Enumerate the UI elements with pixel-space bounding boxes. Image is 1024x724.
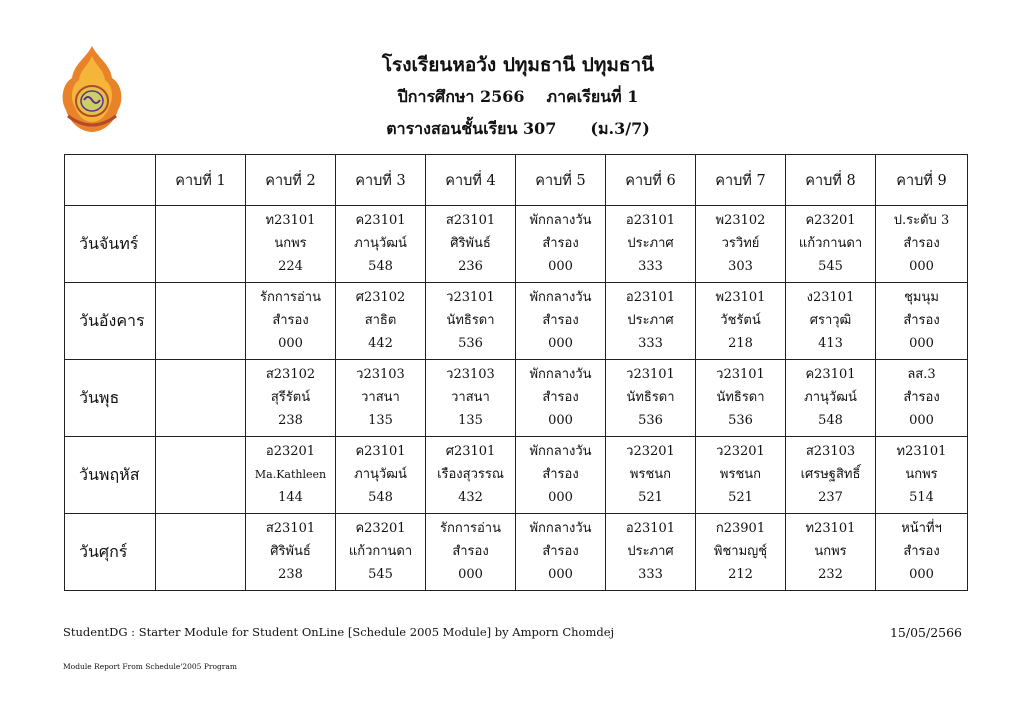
schedule-cell — [786, 206, 876, 283]
cell-subject: ศ23101 — [445, 444, 496, 459]
schedule-cell — [786, 514, 876, 591]
schedule-cell — [876, 206, 968, 283]
cell-room: 413 — [818, 336, 843, 351]
cell-teacher: สำรอง — [542, 236, 579, 251]
table-row — [65, 206, 968, 283]
schedule-cell — [516, 514, 606, 591]
schedule-cell — [696, 514, 786, 591]
schedule-cell — [786, 437, 876, 514]
day-label: วันศุกร์ — [65, 514, 156, 591]
cell-subject: ค23201 — [805, 213, 856, 228]
schedule-cell — [156, 360, 246, 437]
cell-room: 536 — [458, 336, 483, 351]
cell-subject: รักการอ่าน — [259, 290, 321, 305]
cell-subject: ว23101 — [716, 367, 765, 382]
cell-teacher: นกพร — [905, 467, 938, 482]
schedule-cell — [876, 514, 968, 591]
day-label: วันพุธ — [65, 360, 156, 437]
cell-subject: พักกลางวัน — [529, 367, 592, 382]
cell-room: 000 — [548, 490, 573, 505]
cell-subject: ส23103 — [805, 444, 856, 459]
schedule-cell — [516, 437, 606, 514]
cell-subject: ส23101 — [265, 521, 316, 536]
cell-subject: ง23101 — [806, 290, 855, 305]
cell-teacher: สำรอง — [903, 544, 940, 559]
cell-subject: รักการอ่าน — [439, 521, 501, 536]
cell-teacher: สำรอง — [903, 390, 940, 405]
cell-teacher: พิชามญชุ์ — [713, 544, 768, 559]
cell-room: 144 — [278, 490, 303, 505]
schedule-cell — [156, 283, 246, 360]
cell-subject: พักกลางวัน — [529, 213, 592, 228]
schedule-cell — [336, 360, 426, 437]
cell-subject: ค23101 — [805, 367, 856, 382]
header-row — [65, 155, 968, 206]
cell-room: 000 — [458, 567, 483, 582]
period-header: คาบที่ 6 — [606, 155, 696, 206]
cell-room: 000 — [548, 567, 573, 582]
cell-subject: พ23102 — [715, 213, 766, 228]
cell-subject: อ23101 — [625, 213, 676, 228]
schedule-cell — [426, 283, 516, 360]
schedule-cell — [246, 514, 336, 591]
cell-subject: ส23101 — [445, 213, 496, 228]
period-header: คาบที่ 2 — [246, 155, 336, 206]
cell-room: 536 — [638, 413, 663, 428]
cell-room: 000 — [909, 413, 934, 428]
cell-room: 521 — [728, 490, 753, 505]
cell-subject: พ23101 — [715, 290, 766, 305]
cell-teacher: Ma.Kathleen — [254, 468, 327, 481]
cell-teacher: ศราวุฒิ — [809, 313, 852, 328]
cell-subject: ว23103 — [356, 367, 405, 382]
schedule-cell — [876, 283, 968, 360]
cell-room: 236 — [458, 259, 483, 274]
cell-teacher: พรชนก — [629, 467, 672, 482]
cell-room: 333 — [638, 259, 663, 274]
cell-teacher: สำรอง — [903, 313, 940, 328]
cell-subject: พักกลางวัน — [529, 444, 592, 459]
table-row — [65, 283, 968, 360]
cell-subject: ค23201 — [355, 521, 406, 536]
table-row — [65, 437, 968, 514]
cell-subject: ว23101 — [446, 290, 495, 305]
cell-room: 237 — [818, 490, 843, 505]
cell-teacher: พรชนก — [719, 467, 762, 482]
cell-room: 548 — [368, 259, 393, 274]
schedule-cell — [426, 360, 516, 437]
cell-teacher: สำรอง — [452, 544, 489, 559]
cell-teacher: นัทธิรดา — [716, 390, 765, 405]
schedule-cell — [336, 206, 426, 283]
schedule-title-line — [6, 117, 1024, 142]
cell-room: 000 — [909, 336, 934, 351]
term: ภาคเรียนที่ 1 — [546, 87, 639, 106]
cell-subject: อ23201 — [265, 444, 316, 459]
schedule-cell — [606, 283, 696, 360]
schedule-cell — [606, 514, 696, 591]
cell-teacher: วัชรัตน์ — [720, 313, 761, 328]
schedule-cell — [606, 206, 696, 283]
schedule-cell — [336, 437, 426, 514]
table-row — [65, 514, 968, 591]
schedule-cell — [696, 437, 786, 514]
cell-teacher: ประภาศ — [627, 236, 674, 251]
schedule-cell — [336, 514, 426, 591]
cell-subject: ท23101 — [805, 521, 856, 536]
cell-room: 224 — [278, 259, 303, 274]
period-header: คาบที่ 1 — [156, 155, 246, 206]
cell-room: 536 — [728, 413, 753, 428]
cell-subject: หน้าที่ฯ — [901, 521, 942, 536]
cell-subject: อ23101 — [625, 521, 676, 536]
cell-room: 218 — [728, 336, 753, 351]
schedule-cell — [786, 360, 876, 437]
period-header: คาบที่ 4 — [426, 155, 516, 206]
cell-subject: ท23101 — [896, 444, 947, 459]
cell-teacher: วาสนา — [451, 390, 490, 405]
cell-room: 545 — [368, 567, 393, 582]
cell-room: 238 — [278, 413, 303, 428]
cell-teacher: สำรอง — [542, 390, 579, 405]
cell-subject: ว23101 — [626, 367, 675, 382]
cell-subject: ว23103 — [446, 367, 495, 382]
cell-subject: ค23101 — [355, 444, 406, 459]
cell-teacher: ประภาศ — [627, 544, 674, 559]
period-header: คาบที่ 9 — [876, 155, 968, 206]
cell-subject: ก23901 — [715, 521, 766, 536]
cell-teacher: สาธิต — [364, 313, 397, 328]
corner-cell — [65, 155, 156, 206]
day-label: วันอังคาร — [65, 283, 156, 360]
cell-teacher: สำรอง — [542, 544, 579, 559]
cell-teacher: ประภาศ — [627, 313, 674, 328]
cell-teacher: แก้วกานดา — [348, 544, 413, 559]
cell-room: 000 — [278, 336, 303, 351]
schedule-cell — [696, 360, 786, 437]
cell-room: 232 — [818, 567, 843, 582]
academic-year-line — [6, 85, 1024, 110]
cell-subject: ชุมนุม — [904, 290, 939, 305]
schedule-cell — [246, 206, 336, 283]
cell-room: 135 — [458, 413, 483, 428]
cell-subject: อ23101 — [625, 290, 676, 305]
period-header: คาบที่ 3 — [336, 155, 426, 206]
cell-teacher: ศิริพันธ์ — [270, 544, 311, 559]
schedule-cell — [156, 206, 246, 283]
cell-room: 000 — [548, 413, 573, 428]
schedule-cell — [606, 437, 696, 514]
cell-room: 333 — [638, 567, 663, 582]
cell-room: 548 — [368, 490, 393, 505]
cell-teacher: ภานุวัฒน์ — [354, 467, 407, 482]
cell-teacher: ภานุวัฒน์ — [354, 236, 407, 251]
cell-subject: ค23101 — [355, 213, 406, 228]
table-row — [65, 360, 968, 437]
schedule-cell — [426, 206, 516, 283]
cell-teacher: สำรอง — [542, 313, 579, 328]
cell-subject: ท23101 — [265, 213, 316, 228]
day-label: วันพฤหัส — [65, 437, 156, 514]
cell-room: 514 — [909, 490, 934, 505]
cell-teacher: สำรอง — [272, 313, 309, 328]
cell-teacher: นัทธิรดา — [626, 390, 675, 405]
schedule-cell — [246, 360, 336, 437]
cell-subject: ว23201 — [716, 444, 765, 459]
schedule-cell — [516, 206, 606, 283]
schedule-title: ตารางสอนชั้นเรียน 307 — [386, 119, 557, 138]
cell-room: 000 — [909, 567, 934, 582]
cell-room: 521 — [638, 490, 663, 505]
cell-teacher: แก้วกานดา — [798, 236, 863, 251]
schedule-cell — [516, 360, 606, 437]
cell-subject: พักกลางวัน — [529, 290, 592, 305]
schedule-cell — [156, 514, 246, 591]
school-title: โรงเรียนหอวัง ปทุมธานี ปทุมธานี — [381, 54, 655, 76]
cell-subject: ว23201 — [626, 444, 675, 459]
cell-room: 212 — [728, 567, 753, 582]
cell-room: 000 — [548, 259, 573, 274]
footer-module-text: StudentDG : Starter Module for Student OnLine [Schedule 2005 Module] by Amporn Chomdej — [63, 625, 615, 639]
cell-subject: ส23102 — [265, 367, 316, 382]
cell-subject: ป.ระดับ 3 — [893, 213, 950, 228]
schedule-cell — [426, 514, 516, 591]
cell-room: 545 — [818, 259, 843, 274]
cell-teacher: ศิริพันธ์ — [450, 236, 491, 251]
schedule-cell — [246, 437, 336, 514]
cell-teacher: สำรอง — [542, 467, 579, 482]
period-header: คาบที่ 7 — [696, 155, 786, 206]
cell-teacher: ภานุวัฒน์ — [804, 390, 857, 405]
cell-room: 333 — [638, 336, 663, 351]
footer-date: 15/05/2566 — [889, 625, 962, 640]
schedule-cell — [696, 283, 786, 360]
cell-teacher: วรวิทย์ — [721, 236, 760, 251]
period-header: คาบที่ 8 — [786, 155, 876, 206]
cell-room: 135 — [368, 413, 393, 428]
cell-room: 238 — [278, 567, 303, 582]
period-header: คาบที่ 5 — [516, 155, 606, 206]
schedule-cell — [696, 206, 786, 283]
cell-room: 303 — [728, 259, 753, 274]
schedule-cell — [606, 360, 696, 437]
schedule-cell — [246, 283, 336, 360]
cell-room: 442 — [368, 336, 393, 351]
schedule-cell — [426, 437, 516, 514]
schedule-cell — [786, 283, 876, 360]
footer-program-text: Module Report From Schedule'2005 Program — [63, 662, 237, 671]
cell-room: 000 — [909, 259, 934, 274]
cell-room: 548 — [818, 413, 843, 428]
cell-room: 432 — [458, 490, 483, 505]
cell-teacher: เศรษฐสิทธิ์ — [800, 467, 861, 482]
cell-teacher: เรืองสุวรรณ — [437, 467, 504, 482]
day-label: วันจันทร์ — [65, 206, 156, 283]
schedule-cell — [156, 437, 246, 514]
schedule-table — [64, 154, 968, 591]
schedule-cell — [876, 437, 968, 514]
cell-subject: ลส.3 — [907, 367, 936, 382]
class-label: (ม.3/7) — [590, 119, 650, 138]
academic-year: ปีการศึกษา 2566 — [397, 87, 525, 106]
cell-teacher: สุรีรัตน์ — [270, 390, 311, 405]
cell-teacher: นกพร — [814, 544, 847, 559]
cell-teacher: นกพร — [274, 236, 307, 251]
cell-teacher: สำรอง — [903, 236, 940, 251]
cell-subject: พักกลางวัน — [529, 521, 592, 536]
schedule-cell — [336, 283, 426, 360]
cell-teacher: นัทธิรดา — [446, 313, 495, 328]
schedule-cell — [876, 360, 968, 437]
cell-room: 000 — [548, 336, 573, 351]
schedule-cell — [516, 283, 606, 360]
cell-subject: ศ23102 — [355, 290, 406, 305]
cell-teacher: วาสนา — [361, 390, 400, 405]
